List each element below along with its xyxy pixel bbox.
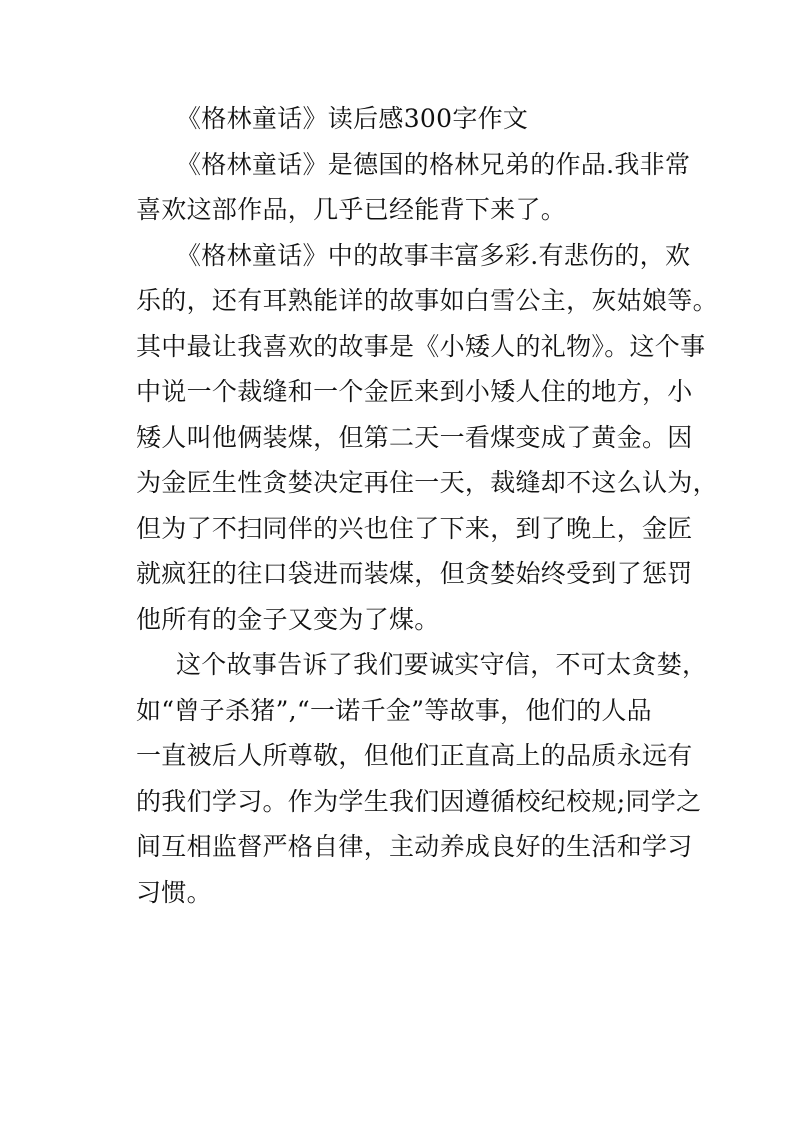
- paragraph-2-line-1: 《格林童话》中的故事丰富多彩.有悲伤的，欢: [176, 240, 691, 270]
- paragraph-2-line-6: 为金匠生性贪婪决定再住一天，裁缝却不这么认为，: [136, 468, 718, 497]
- paragraph-2-line-8: 就疯狂的往口袋进而装煤，但贪婪始终受到了惩罚: [136, 559, 693, 588]
- paragraph-2-line-4: 中说一个裁缝和一个金匠来到小矮人住的地方，小: [136, 377, 693, 406]
- paragraph-2-line-7: 但为了不扫同伴的兴也住了下来，到了晚上，金匠: [136, 513, 693, 543]
- paragraph-3-line-5: 间互相监督严格自律，主动养成良好的生活和学习: [136, 832, 693, 861]
- paragraph-3-line-4: 的我们学习。作为学生我们因遵循校纪校规;同学之: [136, 786, 702, 816]
- paragraph-1-line-2: 喜欢这部作品，几乎已经能背下来了。: [136, 195, 567, 224]
- paragraph-3-line-6: 习惯。: [136, 877, 212, 907]
- essay-title: 《格林童话》读后感300字作文: [176, 104, 529, 133]
- paragraph-3-line-1: 这个故事告诉了我们要诚实守信，不可太贪婪，: [176, 650, 708, 679]
- essay-body: [136, 96, 718, 915]
- paragraph-3-line-2: 如“曾子杀猪”,“一诺千金”等故事，他们的人品: [136, 695, 652, 725]
- paragraph-2-line-9: 他所有的金子又变为了煤。: [136, 604, 440, 634]
- paragraph-3-line-3: 一直被后人所尊敬，但他们正直高上的品质永远有: [136, 741, 693, 770]
- paragraph-1-line-1: 《格林童话》是德国的格林兄弟的作品.我非常: [176, 149, 691, 179]
- paragraph-2-line-5: 矮人叫他俩装煤，但第二天一看煤变成了黄金。因: [136, 422, 693, 452]
- paragraph-2-line-2: 乐的，还有耳熟能详的故事如白雪公主，灰姑娘等。: [136, 286, 718, 315]
- paragraph-2-line-3: 其中最让我喜欢的故事是《小矮人的礼物》。这个事: [136, 331, 706, 361]
